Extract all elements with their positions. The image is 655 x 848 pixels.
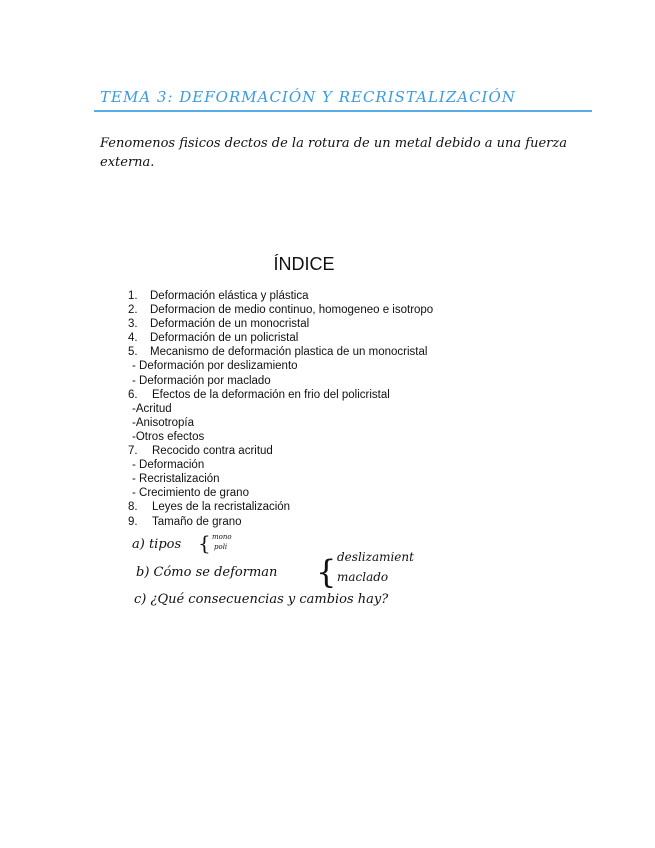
note-b-option-deslizamiento: deslizamient: [337, 550, 414, 564]
index-item: [128, 388, 433, 402]
note-b-option-maclado: maclado: [337, 570, 389, 584]
index-list: [128, 289, 433, 529]
index-subitem: [128, 374, 433, 388]
index-item-text: -Acritud: [132, 402, 172, 415]
index-subitem: [128, 458, 433, 472]
note-a-label: a) tipos: [132, 537, 182, 552]
index-item: [128, 303, 433, 317]
note-b-brace: {: [316, 553, 337, 591]
index-item-number: 3.: [128, 318, 138, 331]
index-item-number: 7.: [128, 445, 138, 458]
index-item-text: -Anisotropía: [132, 416, 195, 429]
index-item-text: - Deformación por maclado: [132, 374, 271, 387]
index-item-number: 1.: [128, 290, 138, 302]
index-item-number: 4.: [128, 332, 138, 345]
index-item-number: 6.: [128, 388, 138, 401]
index-item-number: 9.: [128, 515, 138, 528]
index-item: [128, 515, 433, 529]
index-item-text: Mecanismo de deformación plastica de un monocristal: [150, 346, 428, 359]
index-item: [128, 289, 433, 303]
note-a-option-mono: mono: [212, 533, 232, 541]
index-item-text: Deformación de un policristal: [150, 332, 299, 345]
index-item: [128, 444, 433, 458]
note-a-option-poli: poli: [214, 543, 228, 551]
index-subitem: [128, 486, 433, 500]
index-subitem: [128, 416, 433, 430]
index-item: [128, 500, 433, 514]
index-item-text: -Otros efectos: [132, 430, 205, 443]
index-subitem: [128, 359, 433, 373]
intro-text: Fenomenos fisicos dectos de la rotura de un metal debido a una fuerza externa.: [100, 136, 567, 170]
index-item-number: 8.: [128, 501, 138, 514]
index-heading: ÍNDICE: [273, 254, 335, 274]
index-item-text: Recocido contra acritud: [152, 445, 273, 458]
index-subitem: [128, 402, 433, 416]
index-subitem: [128, 430, 433, 444]
note-c-label: c) ¿Qué consecuencias y cambios hay?: [134, 592, 389, 607]
index-item: [128, 317, 433, 331]
title-underline: [94, 110, 592, 112]
index-item-text: - Deformación por deslizamiento: [132, 360, 298, 373]
index-item-text: Leyes de la recristalización: [152, 501, 291, 514]
index-item-text: - Recristalización: [132, 473, 220, 486]
index-item: [128, 331, 433, 345]
note-b-label: b) Cómo se deforman: [136, 565, 278, 580]
index-item-text: Deformación elástica y plástica: [150, 290, 309, 302]
note-a-brace: {: [198, 531, 211, 555]
index-item-text: Tamaño de grano: [152, 515, 242, 528]
index-item-text: Deformacion de medio continuo, homogeneo e isotropo: [150, 304, 434, 317]
index-item-text: Deformación de un monocristal: [150, 318, 310, 331]
index-item-number: 2.: [128, 304, 138, 317]
page-title: TEMA 3: DEFORMACIÓN Y RECRISTALIZACIÓN: [100, 88, 516, 106]
index-subitem: [128, 472, 433, 486]
index-item: [128, 345, 433, 359]
index-item-text: Efectos de la deformación en frio del policristal: [152, 388, 390, 401]
index-item-text: - Deformación: [132, 459, 205, 472]
index-item-text: - Crecimiento de grano: [132, 487, 249, 500]
index-item-number: 5.: [128, 346, 138, 359]
